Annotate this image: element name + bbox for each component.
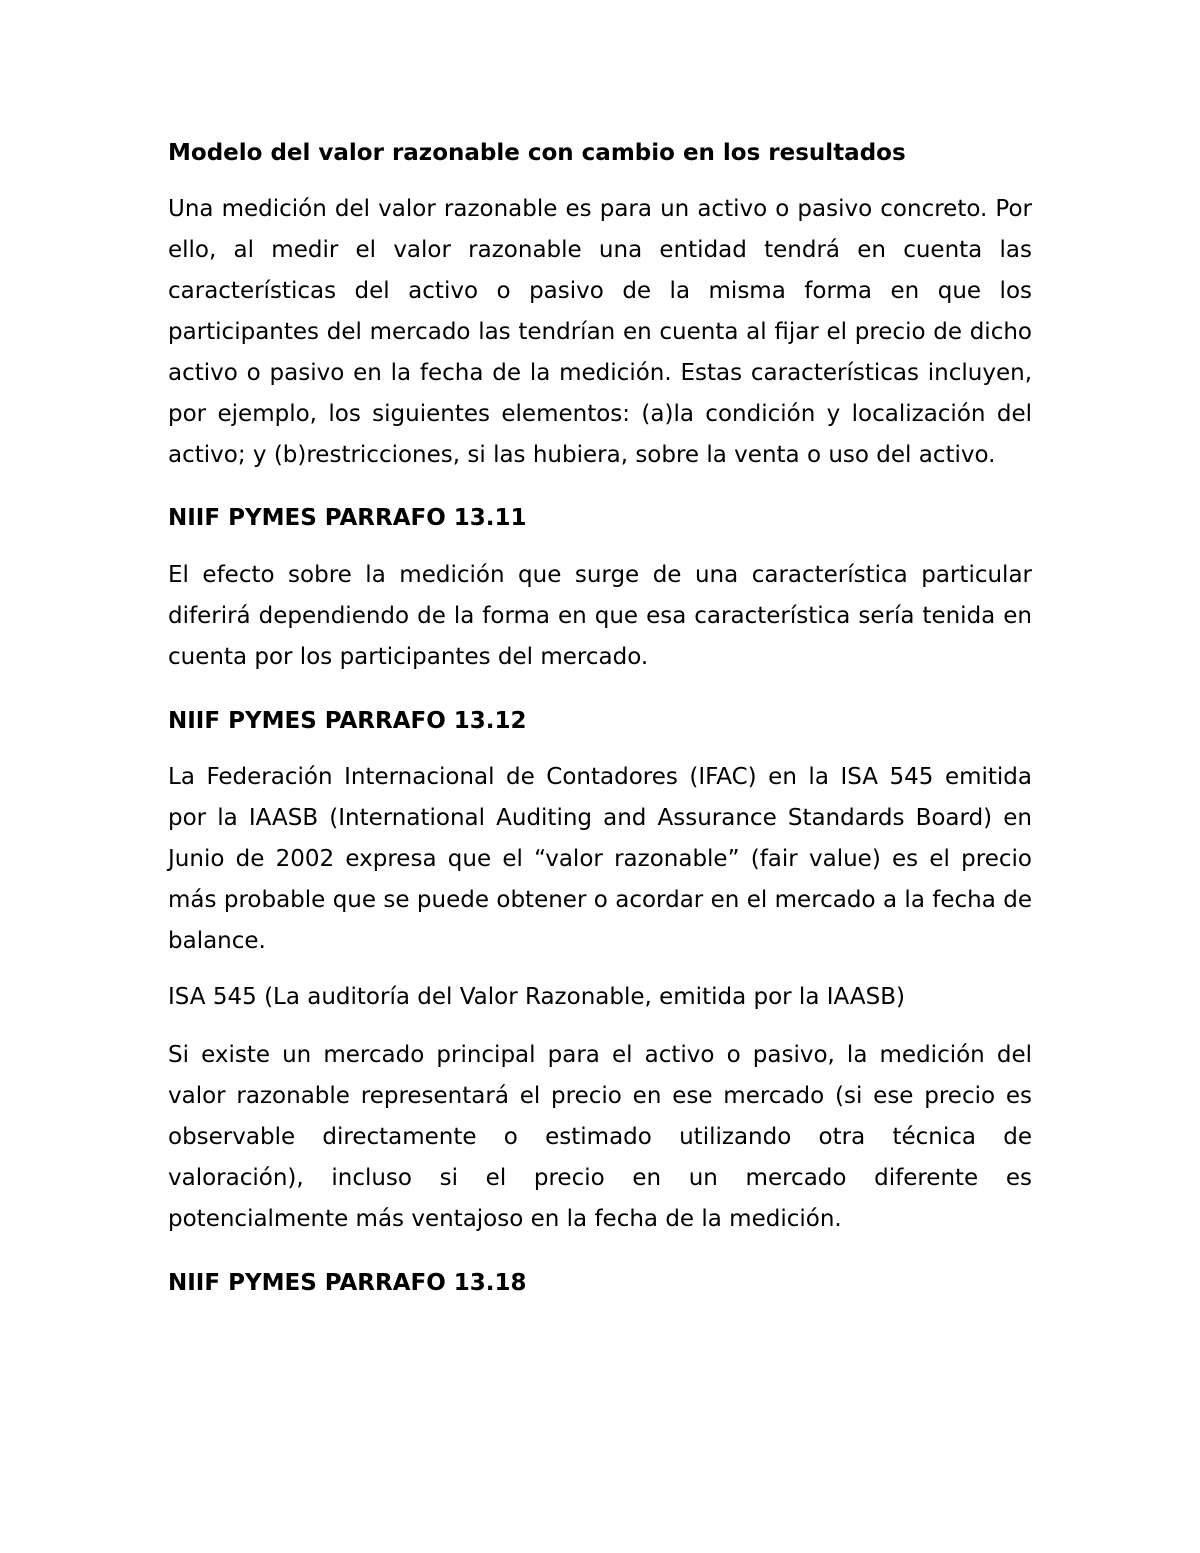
citation-isa-545: ISA 545 (La auditoría del Valor Razonable, emitida por la IAASB)	[168, 984, 905, 1010]
section-heading-13-11: NIIF PYMES PARRAFO 13.11	[168, 505, 527, 531]
paragraph-ifac-isa-545: La Federación Internacional de Contadores (IFAC) en la ISA 545 emitida por la IAASB (International Auditing and Assurance Standards Board) en Junio de 2002 expresa que el “valor razonable” (fair value) es el precio más probable que se puede obtener o acordar en el mercado a la fecha de balance.	[168, 764, 1032, 954]
section-heading-13-12: NIIF PYMES PARRAFO 13.12	[168, 708, 527, 734]
document-title: Modelo del valor razonable con cambio en los resultados	[168, 140, 906, 166]
paragraph-fair-value-measurement: Una medición del valor razonable es para un activo o pasivo concreto. Por ello, al medir el valor razonable una entidad tendrá en cuenta las características del activo o pasivo de la misma forma en que los participantes del mercado las tendrían en cuenta al fijar el precio de dicho activo o pasivo en la fecha de la medición. Estas características incluyen, por ejemplo, los siguientes elementos: (a)la condición y localización del activo; y (b)restricciones, si las hubiera, sobre la venta o uso del activo.	[168, 196, 1032, 468]
document-page	[168, 137, 1032, 1299]
paragraph-characteristic-effect: El efecto sobre la medición que surge de una característica particular diferirá dependiendo de la forma en que esa característica sería tenida en cuenta por los participantes del mercado.	[168, 562, 1032, 670]
section-heading-13-18: NIIF PYMES PARRAFO 13.18	[168, 1270, 527, 1296]
paragraph-principal-market: Si existe un mercado principal para el activo o pasivo, la medición del valor razonable representará el precio en ese mercado (si ese precio es observable directamente o estimado utilizando otra técnica de valoración), incluso si el precio en un mercado diferente es potencialmente más ventajoso en la fecha de la medición.	[168, 1042, 1032, 1232]
